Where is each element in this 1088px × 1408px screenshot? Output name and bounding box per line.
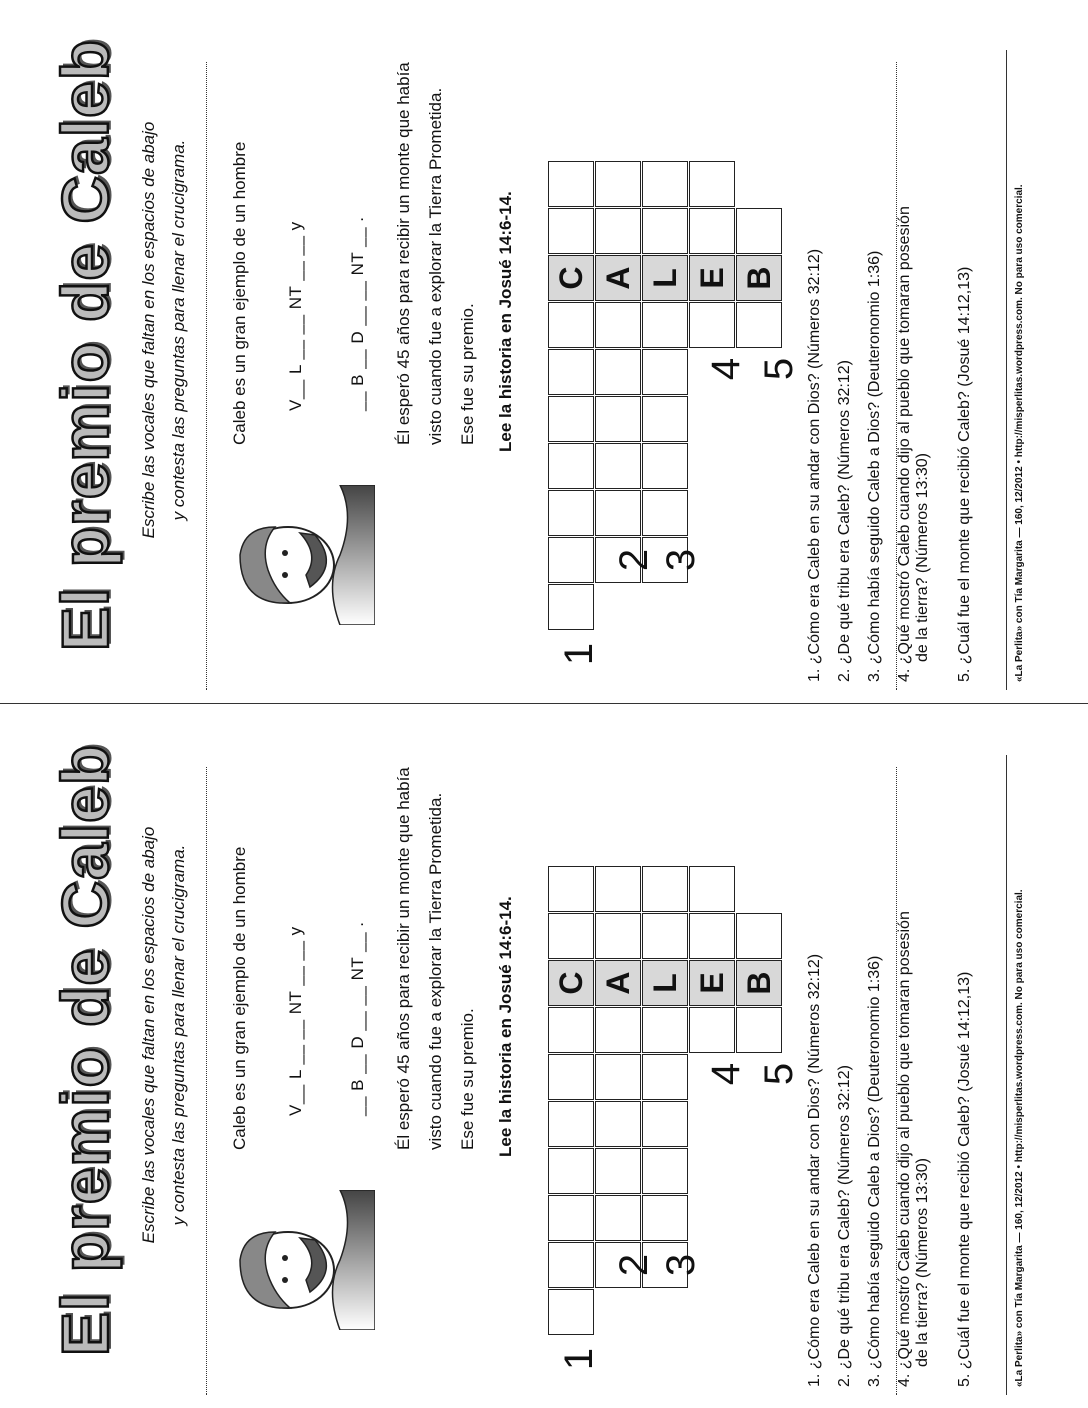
question-4 bbox=[896, 747, 932, 1387]
crossword-cell[interactable] bbox=[689, 161, 735, 207]
crossword-key-cell: L bbox=[642, 255, 688, 301]
crossword-cell[interactable] bbox=[548, 396, 594, 442]
instructions bbox=[134, 735, 194, 1335]
crossword-key-cell: L bbox=[642, 960, 688, 1006]
worksheet-title: El premio de Caleb bbox=[48, 743, 122, 1357]
crossword-cell[interactable] bbox=[548, 584, 594, 630]
question-text-continued: de la tierra? (Números 13:30) bbox=[914, 453, 931, 662]
crossword-cell[interactable] bbox=[548, 161, 594, 207]
crossword-cell[interactable] bbox=[642, 302, 688, 348]
story-text: Él esperó 45 años para recibir un monte que había visto cuando fue a explorar la Tierra Prometida. Ese fue su premio. bbox=[394, 62, 477, 445]
crossword-cell[interactable] bbox=[642, 396, 688, 442]
question-text: 3. ¿Cómo había seguido Caleb a Dios? (Deuteronomio 1:36) bbox=[866, 955, 883, 1387]
instructions-line-2: y contesta las preguntas para llenar el crucigrama. bbox=[169, 844, 188, 1226]
story-text: Él esperó 45 años para recibir un monte que había visto cuando fue a explorar la Tierra Prometida. Ese fue su premio. bbox=[394, 767, 477, 1150]
crossword-key-cell: C bbox=[548, 960, 594, 1006]
question-text-continued: de la tierra? (Números 13:30) bbox=[914, 1158, 931, 1367]
crossword-cell[interactable] bbox=[689, 208, 735, 254]
question-text: 3. ¿Cómo había seguido Caleb a Dios? (Deuteronomio 1:36) bbox=[866, 250, 883, 682]
intro-text: Caleb es un gran ejemplo de un hombre bbox=[230, 141, 249, 445]
crossword-cell[interactable] bbox=[595, 1101, 641, 1147]
crossword-number-1: 1 bbox=[557, 642, 601, 666]
crossword-cell[interactable] bbox=[595, 490, 641, 536]
crossword-key-cell: A bbox=[595, 960, 641, 1006]
crossword-cell[interactable] bbox=[642, 1148, 688, 1194]
crossword-cell[interactable] bbox=[595, 208, 641, 254]
crossword-key-cell: E bbox=[689, 960, 735, 1006]
fill-blank-2[interactable]: __ B __ D __ __ NT __ . bbox=[348, 921, 367, 1116]
crossword-number-2: 2 bbox=[612, 548, 656, 572]
bible-reference: Lee la historia en Josué 14:6-14. bbox=[496, 191, 515, 452]
crossword-key-cell: B bbox=[736, 960, 782, 1006]
crossword-cell[interactable] bbox=[548, 490, 594, 536]
instructions-line-1: Escribe las vocales que faltan en los espacios de abajo bbox=[139, 121, 158, 539]
crossword-cell[interactable] bbox=[595, 396, 641, 442]
question-text: 2. ¿De qué tribu era Caleb? (Números 32:12) bbox=[836, 360, 853, 682]
crossword-cell[interactable] bbox=[689, 866, 735, 912]
instructions-line-1: Escribe las vocales que faltan en los espacios de abajo bbox=[139, 826, 158, 1244]
crossword-cell[interactable] bbox=[548, 1054, 594, 1100]
crossword-key-cell: B bbox=[736, 255, 782, 301]
worksheet-bottom bbox=[50, 697, 1050, 1395]
crossword-number-2: 2 bbox=[612, 1253, 656, 1277]
crossword-cell[interactable] bbox=[548, 208, 594, 254]
question-1 bbox=[806, 747, 824, 1387]
crossword-cell[interactable] bbox=[595, 1148, 641, 1194]
intro-text: Caleb es un gran ejemplo de un hombre bbox=[230, 846, 249, 1150]
fill-blank-1[interactable]: V__ L __ __ NT __ __ y bbox=[286, 926, 305, 1116]
crossword-cell[interactable] bbox=[548, 1195, 594, 1241]
bible-reference: Lee la historia en Josué 14:6-14. bbox=[496, 896, 515, 1157]
crossword-cell[interactable] bbox=[642, 443, 688, 489]
question-3 bbox=[866, 42, 884, 682]
crossword-cell[interactable] bbox=[736, 913, 782, 959]
instructions bbox=[134, 30, 194, 630]
crossword-cell[interactable] bbox=[548, 913, 594, 959]
instructions-line-2: y contesta las preguntas para llenar el crucigrama. bbox=[169, 139, 188, 521]
crossword-cell[interactable] bbox=[642, 208, 688, 254]
question-text: 1. ¿Cómo era Caleb en su andar con Dios? (Números 32:12) bbox=[806, 248, 823, 682]
crossword-cell[interactable] bbox=[595, 1195, 641, 1241]
question-3 bbox=[866, 747, 884, 1387]
crossword-cell[interactable] bbox=[595, 866, 641, 912]
crossword-number-1: 1 bbox=[557, 1347, 601, 1371]
dotted-divider bbox=[206, 62, 207, 690]
worksheet-top bbox=[50, 0, 1050, 690]
caleb-portrait bbox=[230, 1190, 375, 1330]
crossword-key-cell: E bbox=[689, 255, 735, 301]
crossword-cell[interactable] bbox=[736, 1007, 782, 1053]
footer-rule bbox=[1006, 755, 1007, 1395]
crossword-cell[interactable] bbox=[736, 208, 782, 254]
question-text: 1. ¿Cómo era Caleb en su andar con Dios? (Números 32:12) bbox=[806, 953, 823, 1387]
crossword-number-3: 3 bbox=[659, 548, 703, 572]
footer-text: «La Perlita» con Tía Margarita — 160, 12/2012 • http://misperlitas.wordpress.com. No para uso comercial. bbox=[1014, 184, 1025, 682]
crossword-cell[interactable] bbox=[736, 302, 782, 348]
crossword-cell[interactable] bbox=[642, 1054, 688, 1100]
crossword-cell[interactable] bbox=[642, 913, 688, 959]
crossword-number-5: 5 bbox=[757, 1062, 801, 1086]
dotted-divider bbox=[206, 767, 207, 1395]
question-5 bbox=[956, 747, 974, 1387]
footer-rule bbox=[1006, 50, 1007, 690]
question-text: 5. ¿Cuál fue el monte que recibió Caleb? (Josué 14:12,13) bbox=[956, 971, 973, 1387]
crossword-cell[interactable] bbox=[548, 349, 594, 395]
question-2 bbox=[836, 747, 854, 1387]
crossword-cell[interactable] bbox=[689, 913, 735, 959]
crossword-cell[interactable] bbox=[689, 302, 735, 348]
crossword-number-3: 3 bbox=[659, 1253, 703, 1277]
crossword-cell[interactable] bbox=[642, 1007, 688, 1053]
crossword-cell[interactable] bbox=[548, 1101, 594, 1147]
question-1 bbox=[806, 42, 824, 682]
crossword-cell[interactable] bbox=[548, 1148, 594, 1194]
crossword-cell[interactable] bbox=[642, 1195, 688, 1241]
question-text: 5. ¿Cuál fue el monte que recibió Caleb? (Josué 14:12,13) bbox=[956, 266, 973, 682]
crossword-cell[interactable] bbox=[595, 1007, 641, 1053]
crossword-cell[interactable] bbox=[595, 349, 641, 395]
crossword-cell[interactable] bbox=[548, 1242, 594, 1288]
caleb-portrait bbox=[230, 485, 375, 625]
fill-blank-2[interactable]: __ B __ D __ __ NT __ . bbox=[348, 216, 367, 411]
fill-blank-1[interactable]: V__ L __ __ NT __ __ y bbox=[286, 221, 305, 411]
question-4 bbox=[896, 42, 932, 682]
question-5 bbox=[956, 42, 974, 682]
crossword-cell[interactable] bbox=[642, 490, 688, 536]
crossword-cell[interactable] bbox=[548, 866, 594, 912]
question-2 bbox=[836, 42, 854, 682]
crossword-cell[interactable] bbox=[689, 1007, 735, 1053]
worksheet-title: El premio de Caleb bbox=[48, 38, 122, 652]
question-text: 4. ¿Qué mostró Caleb cuando dijo al pueblo que tomaran posesión bbox=[896, 911, 913, 1387]
crossword-cell[interactable] bbox=[595, 1054, 641, 1100]
crossword-number-5: 5 bbox=[757, 357, 801, 381]
crossword-cell[interactable] bbox=[642, 349, 688, 395]
crossword-cell[interactable] bbox=[642, 1101, 688, 1147]
question-text: 2. ¿De qué tribu era Caleb? (Números 32:12) bbox=[836, 1065, 853, 1387]
crossword-cell[interactable] bbox=[548, 537, 594, 583]
crossword-cell[interactable] bbox=[642, 161, 688, 207]
crossword-cell[interactable] bbox=[548, 1007, 594, 1053]
crossword-cell[interactable] bbox=[595, 443, 641, 489]
crossword-cell[interactable] bbox=[595, 302, 641, 348]
crossword-cell[interactable] bbox=[548, 1289, 594, 1335]
crossword-cell[interactable] bbox=[548, 302, 594, 348]
crossword-key-cell: C bbox=[548, 255, 594, 301]
question-text: 4. ¿Qué mostró Caleb cuando dijo al pueblo que tomaran posesión bbox=[896, 206, 913, 682]
crossword-cell[interactable] bbox=[595, 161, 641, 207]
crossword-number-4: 4 bbox=[704, 357, 748, 381]
crossword-cell[interactable] bbox=[642, 866, 688, 912]
footer-text: «La Perlita» con Tía Margarita — 160, 12/2012 • http://misperlitas.wordpress.com. No para uso comercial. bbox=[1014, 889, 1025, 1387]
crossword-key-cell: A bbox=[595, 255, 641, 301]
crossword-cell[interactable] bbox=[595, 913, 641, 959]
crossword-number-4: 4 bbox=[704, 1062, 748, 1086]
crossword-cell[interactable] bbox=[548, 443, 594, 489]
